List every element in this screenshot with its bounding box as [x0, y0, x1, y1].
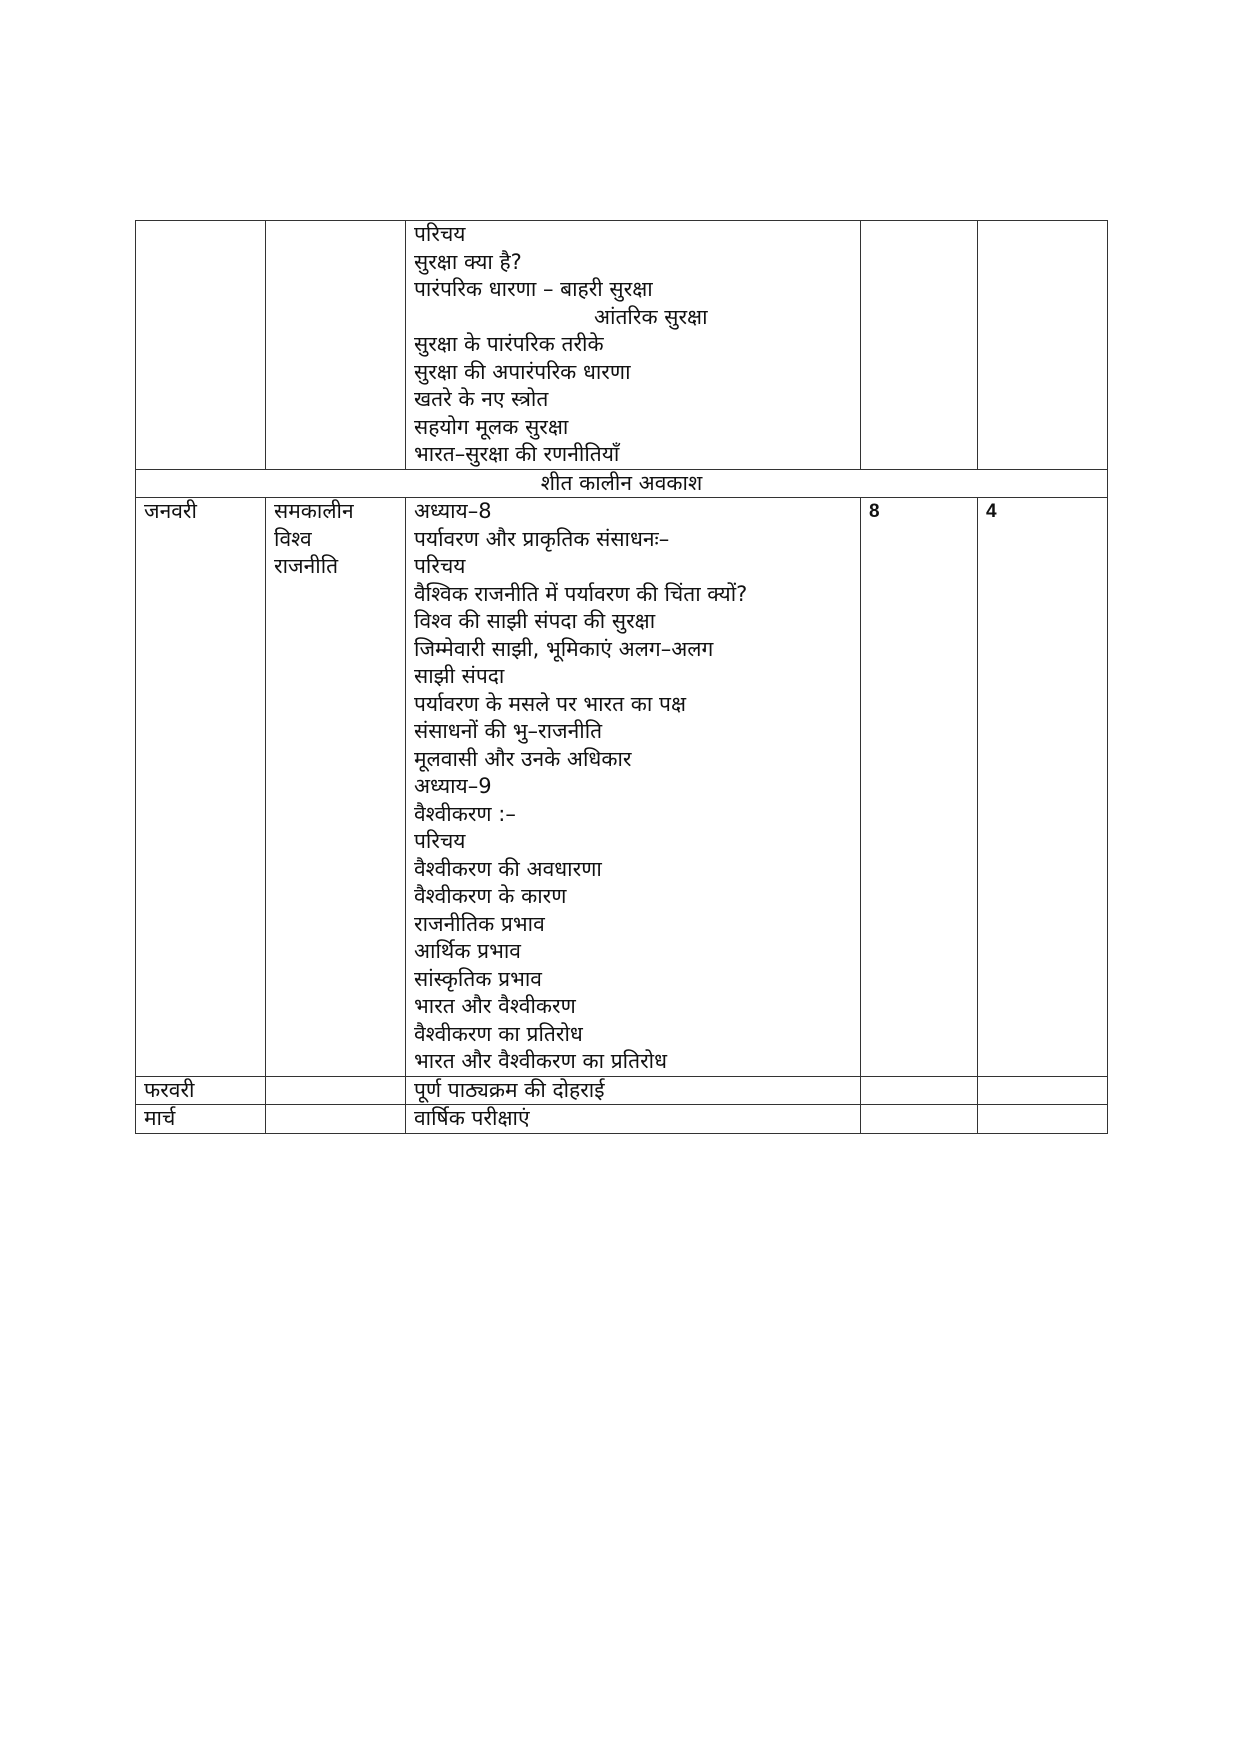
month-cell — [136, 221, 266, 470]
topic-line: पर्यावरण के मसले पर भारत का पक्ष — [414, 691, 686, 716]
book-line: विश्व — [274, 526, 312, 551]
topic-line: वैश्वीकरण की अवधारणा — [414, 856, 602, 881]
periods-cell — [978, 1105, 1108, 1134]
table-row-march — [136, 1105, 1108, 1134]
topics-cell: वार्षिक परीक्षाएं — [406, 1105, 861, 1134]
topic-line: परिचय — [414, 222, 466, 246]
topic-line: भारत और वैश्वीकरण का प्रतिरोध — [414, 1049, 668, 1073]
periods-cell — [861, 221, 978, 470]
topic-line: साझी संपदा — [414, 664, 505, 688]
book-line: समकालीन — [274, 499, 354, 523]
month-cell: जनवरी — [136, 498, 266, 1077]
table-row-january — [136, 498, 1108, 1077]
topic-line: पर्यावरण और प्राकृतिक संसाधनः– — [414, 526, 670, 551]
periods-cell: 8 — [861, 498, 978, 1077]
topic-line: वैश्वीकरण :– — [414, 801, 516, 826]
chapter-heading: अध्याय–8 — [414, 499, 492, 523]
periods-cell — [861, 1076, 978, 1105]
topic-line: राजनीतिक प्रभाव — [414, 911, 545, 936]
topics-cell — [406, 221, 861, 470]
topic-line: सहयोग मूलक सुरक्षा — [414, 414, 569, 439]
winter-break-label: शीत कालीन अवकाश — [136, 469, 1108, 498]
chapter-heading: अध्याय–9 — [414, 774, 492, 798]
book-cell — [266, 1076, 406, 1105]
topic-line: वैश्वीकरण का प्रतिरोध — [414, 1021, 583, 1046]
topics-cell — [406, 498, 861, 1077]
topic-line: वैश्विक राजनीति में पर्यावरण की चिंता क्यों? — [414, 581, 748, 606]
book-cell — [266, 221, 406, 470]
topic-line: खतरे के नए स्त्रोत — [414, 387, 549, 411]
table-row-winter-break — [136, 469, 1108, 498]
syllabus-table — [135, 220, 1108, 1134]
topic-line: वैश्वीकरण के कारण — [414, 884, 567, 908]
topic-line: आर्थिक प्रभाव — [414, 939, 521, 963]
book-cell — [266, 498, 406, 1077]
table-row-security — [136, 221, 1108, 470]
topic-line: सुरक्षा क्या है? — [414, 249, 522, 274]
topic-line: परिचय — [414, 554, 466, 578]
topic-line: परिचय — [414, 829, 466, 853]
book-cell — [266, 1105, 406, 1134]
topic-line: सांस्कृतिक प्रभाव — [414, 966, 542, 991]
topic-line: विश्व की साझी संपदा की सुरक्षा — [414, 609, 656, 633]
periods-cell: 4 — [978, 498, 1108, 1077]
book-line: राजनीति — [274, 554, 339, 578]
periods-cell — [978, 221, 1108, 470]
topic-line: जिम्मेवारी साझी, भूमिकाएं अलग–अलग — [414, 636, 714, 661]
topic-line: भारत और वैश्वीकरण — [414, 994, 576, 1018]
topic-line: आंतरिक सुरक्षा — [594, 304, 708, 329]
month-cell: फरवरी — [136, 1076, 266, 1105]
topic-line: सुरक्षा की अपारंपरिक धारणा — [414, 359, 631, 384]
topic-line: संसाधनों की भु–राजनीति — [414, 719, 603, 743]
month-cell: मार्च — [136, 1105, 266, 1134]
topics-cell: पूर्ण पाठ्यक्रम की दोहराई — [406, 1076, 861, 1105]
topic-line: मूलवासी और उनके अधिकार — [414, 746, 632, 771]
periods-cell — [861, 1105, 978, 1134]
topic-line: पारंपरिक धारणा – बाहरी सुरक्षा — [414, 277, 653, 301]
table-row-february — [136, 1076, 1108, 1105]
topic-line: सुरक्षा के पारंपरिक तरीके — [414, 332, 604, 356]
topic-line: भारत–सुरक्षा की रणनीतियाँ — [414, 442, 620, 466]
periods-cell — [978, 1076, 1108, 1105]
